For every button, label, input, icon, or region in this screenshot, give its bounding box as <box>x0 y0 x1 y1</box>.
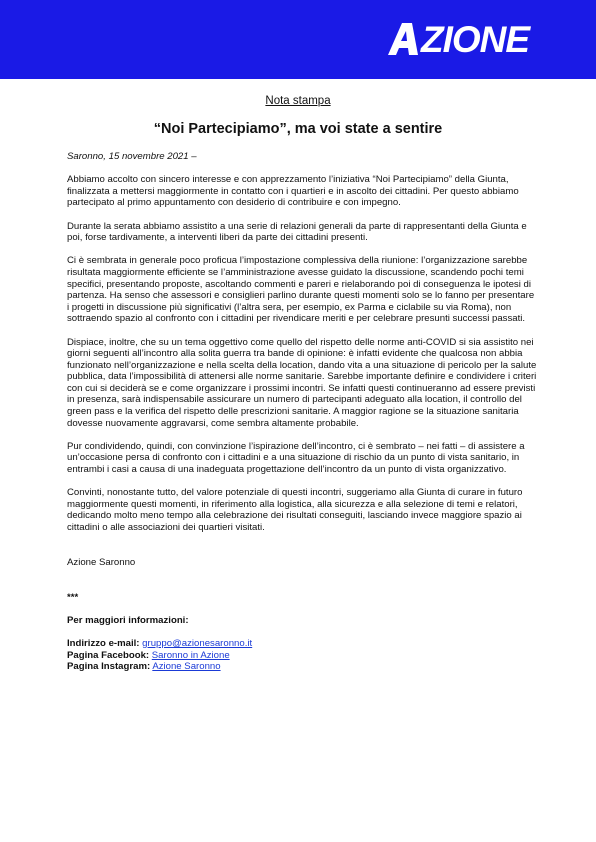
facebook-link[interactable]: Saronno in Azione <box>151 649 230 661</box>
paragraph: Convinti, nonostante tutto, del valore potenziale di questi incontri, suggeriamo alla Giunta di curare in futuro maggiormente questi momenti, in riferimento alla logistica, alla sicurezza e alla selezione di temi e relatori, dedicando molto meno tempo alla celebrazione dei risultati conseguiti, lasciando invece maggiore spazio ai cittadini o alle associazioni dei quartieri visitati. <box>67 487 523 533</box>
paragraph: Ci è sembrata in generale poco proficua l’impostazione complessiva della riunione: l’organizzazione sarebbe risultata maggiormente efficiente se l’amministrazione avesse guidato la discussione, scandendo pochi temi specifici, presentando proposte, ascoltando commenti e pareri e rielaborando poi di conseguenza le ipotesi di partenza. Ha senso che assessori e consiglieri parlino durante questi momenti solo se lo fanno per presentare i progetti in discussione più significativi (l’altra sera, per esempio, ex Parma e ciclabile su via Roma), non sottraendo spazio al confronto con i cittadini per rivendicare meriti e per celebrare presunti successi passati. <box>67 255 535 325</box>
document-body <box>67 151 537 673</box>
email-link[interactable]: gruppo@azionesaronno.it <box>142 637 253 649</box>
signature: Azione Saronno <box>67 556 136 568</box>
document-title: “Noi Partecipiamo”, ma voi state a sentire <box>153 121 443 137</box>
paragraph: Abbiamo accolto con sincero interesse e con apprezzamento l’iniziativa “Noi Partecipiamo” della Giunta, finalizzata a mettersi maggiormente in contatto con i quartieri e in ascolto dei cittadini. Per questo abbiamo partecipato al primo appuntamento con desiderio di contribuire e con impegno. <box>67 174 519 209</box>
separator: *** <box>67 591 79 603</box>
logo-wordmark: ZIONE <box>421 19 530 60</box>
paragraph: Pur condividendo, quindi, con convinzione l’ispirazione dell’incontro, ci è sembrato – nei fatti – di assistere a un’occasione persa di confronto con i cittadini e a una situazione di rischio da un punto di vista sanitario, in entrambi i casi a causa di una inadeguata progettazione dell’incontro da un punto di vista organizzativo. <box>67 440 525 476</box>
paragraph: Durante la serata abbiamo assistito a una serie di relazioni generali da parte di rappresentanti della Giunta e poi, forse tardivamente, a interventi liberi da parte dei cittadini presenti. <box>67 220 527 244</box>
info-heading: Per maggiori informazioni: <box>67 614 189 626</box>
brand-header <box>0 0 596 79</box>
dateline: Saronno, 15 novembre 2021 – <box>67 151 197 162</box>
contact-label: Pagina Instagram: <box>67 661 151 673</box>
contact-email <box>67 638 537 650</box>
document-kicker: Nota stampa <box>265 95 331 107</box>
paragraph: Dispiace, inoltre, che su un tema oggettivo come quello del rispetto delle norme anti-COVID si sia assistito nei giorni seguenti all’incontro alla solita guerra tra bande di opinione: è infatti evidente che qualcosa non abbia funzionato nell’organizzazione e nella scelta della location, dando vita a una situazione di pericolo per la salute pubblica, data l’impossibilità di attenersi alle norme sanitarie. Sarebbe importante definire e condividere i criteri con cui si deciderà se e come organizzare i prossimi incontri. Se infatti questi continueranno ad essere previsti in presenza, sarà indispensabile assicurare un numero di partecipanti adeguato alla location, il controllo del green pass e la verifica del rispetto delle prescrizioni sanitarie. A maggior ragione se la situazione sanitaria dovesse nuovamente aggravarsi, come sembra altamente probabile. <box>67 336 537 429</box>
contact-instagram <box>67 661 537 673</box>
contact-label: Indirizzo e-mail: <box>67 637 140 649</box>
azione-logo <box>388 18 566 62</box>
contact-label: Pagina Facebook: <box>67 649 150 661</box>
contact-list <box>67 638 537 673</box>
instagram-link[interactable]: Azione Saronno <box>152 661 221 673</box>
contact-facebook <box>67 650 537 662</box>
logo-a-mark-icon <box>388 23 422 55</box>
